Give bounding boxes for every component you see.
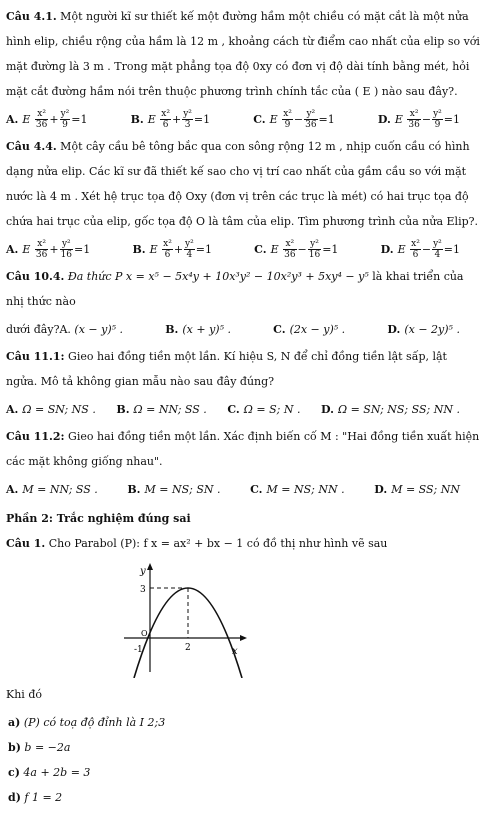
question-head: Câu 10.4. — [6, 270, 65, 283]
options-4-1 — [6, 104, 480, 134]
option-a: A. E $\frac{\text{x²}}{36}$ + $\frac{\text{y²}}{9}$ =1 — [6, 109, 88, 130]
tick-y3: 3 — [140, 585, 146, 595]
options-11-2 — [6, 474, 480, 504]
option-b: B. E $\frac{\text{x²}}{6}$ + $\frac{\text{y²}}{3}$ =1 — [130, 109, 211, 130]
option-d: D. E $\frac{\text{x²}}{6}$ − $\frac{\text{y²}}{4}$ =1 — [380, 239, 460, 260]
question-text: Một người kĩ sư thiết kế một đường hầm một chiều có mặt cắt là một nửa hình elip, chiều rộng của hầm là 12 m , khoảng cách từ điểm cao nhất của elip so với mặt đường là 3 m . Trong mặt phẳng tọa độ 0xy có đơn vị độ dài tính bằng mét, hỏi mặt cắt đường hầm nói trên thuộc phương trình chính tắc của ( E ) nào sau đây?. — [6, 10, 480, 98]
options-4-4 — [6, 234, 480, 264]
x-label: x — [232, 646, 238, 657]
statement-a: a) (P) có toạ độ đỉnh là I 2;3 — [8, 716, 166, 729]
option-a: A. E $\frac{\text{x²}}{36}$ + $\frac{\text{y²}}{16}$ =1 — [6, 239, 91, 260]
parabola-figure — [120, 560, 250, 678]
option-a: A. Ω = SN; NS . — [6, 402, 96, 416]
tick-x2: 2 — [185, 643, 191, 653]
question-text: Gieo hai đồng tiền một lần. Kí hiệu S, N để chỉ đồng tiền lật sấp, lật ngửa. Mô tả không gian mẫu nào sau đây đúng? — [6, 350, 447, 388]
option-b: B. E $\frac{\text{x²}}{6}$ + $\frac{\text{y²}}{4}$ =1 — [132, 239, 212, 260]
statement-b: b) b = −2a — [8, 741, 71, 754]
option-c: C. (2x − y)⁵ . — [273, 322, 346, 336]
options-10-4 — [6, 314, 480, 344]
option-d: D. (x − 2y)⁵ . — [387, 322, 460, 336]
question-head: Câu 11.2: — [6, 430, 65, 443]
question-11-1 — [6, 344, 480, 394]
option-d: D. Ω = SN; NS; SS; NN . — [320, 402, 460, 416]
document-page — [6, 4, 480, 556]
option-c: C. E $\frac{\text{x²}}{9}$ − $\frac{\text{y²}}{36}$ =1 — [253, 109, 335, 130]
y-axis-arrow — [147, 563, 153, 570]
question-11-2 — [6, 424, 480, 474]
parabola-graph — [120, 560, 250, 682]
question-head: Câu 4.1. — [6, 10, 57, 23]
statement-c: c) 4a + 2b = 3 — [8, 766, 91, 779]
question-4-1 — [6, 4, 480, 104]
y-label: y — [140, 566, 146, 577]
question-head: Câu 4.4. — [6, 140, 57, 153]
option-b: B. Ω = NN; SS . — [116, 402, 207, 416]
option-a: dưới đây?A. (x − y)⁵ . — [6, 322, 124, 336]
question-text: Gieo hai đồng tiền một lần. Xác định biến cố M : "Hai đồng tiền xuất hiện các mặt không giống nhau". — [6, 430, 480, 468]
question-text: Cho Parabol (P): f x = ax² + bx − 1 có đồ thị như hình vẽ sau — [45, 537, 388, 550]
option-d: D. E $\frac{\text{x²}}{36}$ − $\frac{\text{y²}}{9}$ =1 — [377, 109, 460, 130]
question-10-4: Câu 10.4. Đa thức P x = x⁵ − 5x⁴y + 10x³y² − 10x²y³ + 5xy⁴ − y⁵ là khai triển của nhị thức nào — [6, 270, 464, 308]
question-4-4 — [6, 134, 480, 234]
part-2-heading: Phần 2: Trắc nghiệm đúng sai — [6, 512, 191, 525]
khi-do-label: Khi đó — [6, 688, 42, 701]
x-axis-arrow — [240, 635, 247, 641]
option-b: B. (x + y)⁵ . — [165, 322, 231, 336]
option-d: D. M = SS; NN — [374, 482, 460, 496]
question-text: Một cây cầu bê tông bắc qua con sông rộng 12 m , nhịp cuốn cầu có hình dạng nửa elip. Các kĩ sư đã thiết kế sao cho vị trí cao nhất của gầm cầu so với mặt nước là 4 m . Xét hệ trục tọa độ Oxy (đơn vị trên các trục là mét) có hai trục tọa độ chứa hai trục của elip, gốc tọa độ O là tâm của elip. Tìm phương trình của nửa Elip?. — [6, 140, 479, 228]
origin-label: O — [141, 629, 148, 638]
question-1 — [6, 531, 480, 556]
question-head: Câu 11.1: — [6, 350, 65, 363]
option-c: C. E $\frac{\text{x²}}{36}$ − $\frac{\text{y²}}{16}$ =1 — [254, 239, 339, 260]
statement-d: d) f 1 = 2 — [8, 791, 63, 804]
option-a: A. M = NN; SS . — [6, 482, 98, 496]
statement-list — [8, 710, 165, 810]
options-11-1 — [6, 394, 480, 424]
option-c: C. M = NS; NN . — [250, 482, 345, 496]
tick-y-neg1: -1 — [134, 645, 143, 655]
option-b: B. M = NS; SN . — [127, 482, 221, 496]
polynomial: Đa thức P x = x⁵ − 5x⁴y + 10x³y² − 10x²y³ + 5xy⁴ − y⁵ — [64, 270, 369, 283]
option-c: C. Ω = S; N . — [227, 402, 301, 416]
question-head: Câu 1. — [6, 537, 46, 550]
